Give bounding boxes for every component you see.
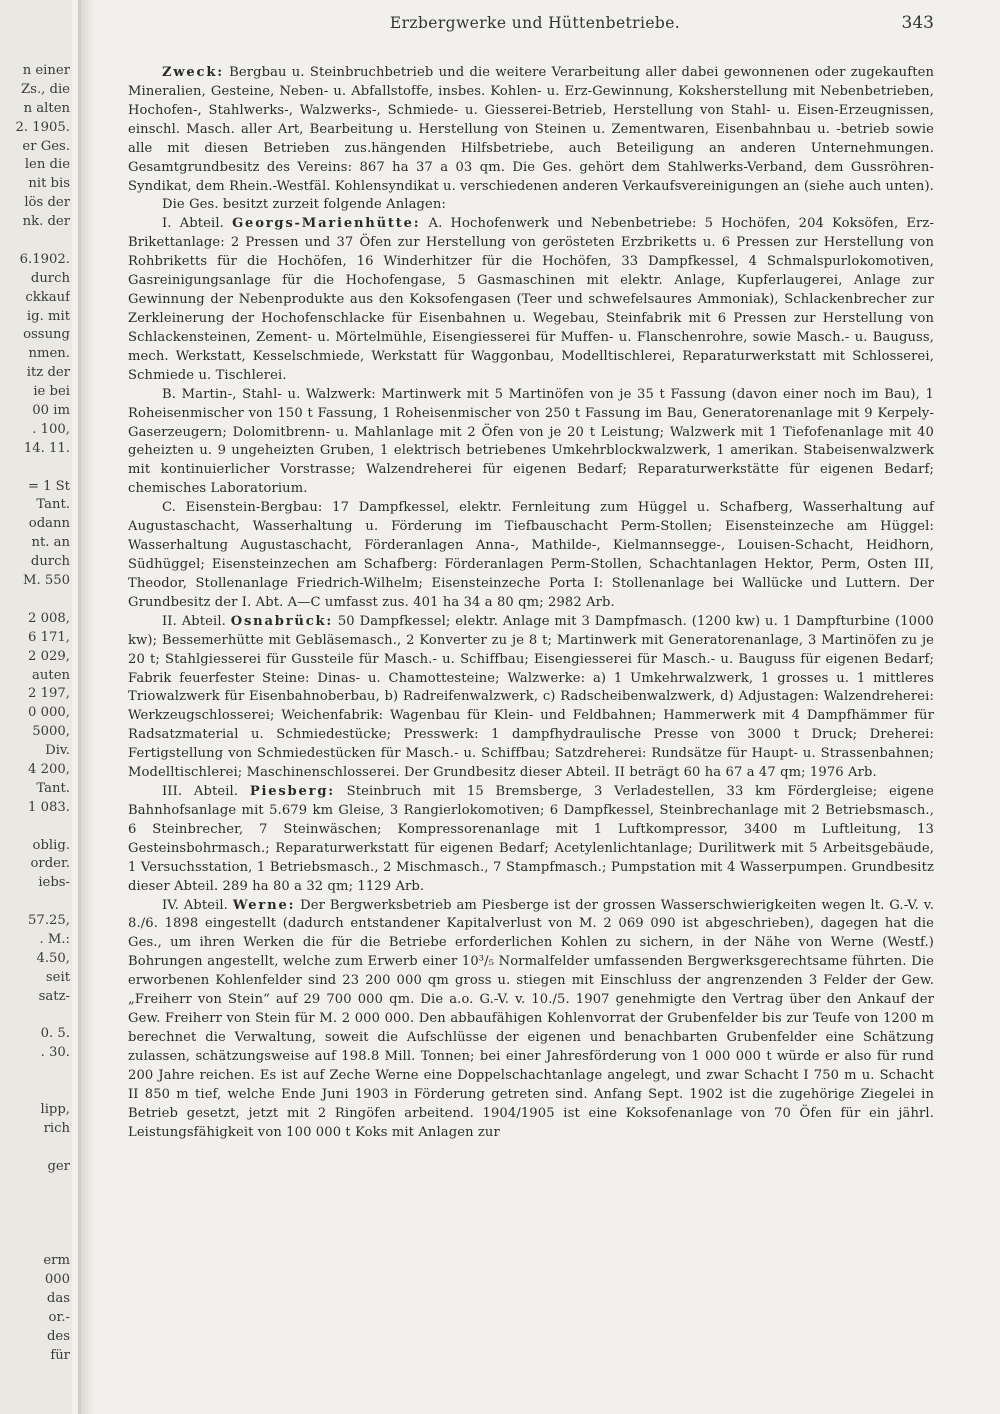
- adjacent-line: len die: [24, 157, 70, 173]
- adjacent-line: [0, 1082, 70, 1101]
- adjacent-page-text: [0, 62, 70, 1384]
- adjacent-line: . 30.: [40, 1045, 70, 1061]
- adjacent-line: das: [46, 1290, 70, 1306]
- abteil-1-name: Georgs-Marienhütte:: [232, 216, 421, 232]
- adjacent-line: er Ges.: [22, 138, 70, 154]
- adjacent-line: rich: [43, 1120, 70, 1136]
- page-number: 343: [901, 13, 934, 33]
- adjacent-line: 5000,: [32, 724, 70, 740]
- adjacent-line: Zs., die: [21, 81, 70, 97]
- paragraph-zweck: [128, 64, 934, 196]
- adjacent-line: 1 083.: [28, 799, 70, 815]
- adjacent-line: nit bis: [28, 176, 70, 192]
- adjacent-line: nk. der: [22, 214, 70, 230]
- adjacent-line: n einer: [22, 63, 70, 78]
- paragraph-abteil-4: [128, 897, 934, 1143]
- adjacent-line: [0, 459, 70, 478]
- adjacent-line: lös der: [24, 195, 70, 211]
- adjacent-line: für: [50, 1347, 70, 1363]
- adjacent-line: oblig.: [32, 837, 70, 853]
- adjacent-line: . M.:: [39, 931, 70, 947]
- abteil-4-prefix: IV. Abteil.: [162, 897, 233, 913]
- paragraph-abteil-2: [128, 613, 934, 783]
- adjacent-line: lipp,: [40, 1101, 70, 1117]
- abteil-1-prefix: I. Abteil.: [162, 216, 233, 232]
- paragraph-abteil-1: [128, 215, 934, 385]
- abteil-3-text: Steinbruch mit 15 Bremsberge, 3 Verladestellen, 33 km Fördergleise; eigene Bahnhofsanlage mit 5.679 km Gleise, 3 Rangierlokomotiven; 6 Dampfkessel, Steinbrechanlage mit 2 Betriebsmasch., 6 Steinbrecher, 7 Steinwäschen; Kompressorenanlage mit 1 Luftkompressor, 3400 m Luftleitung, 13 Gesteinsbohrmasch.; Reparaturwerkstatt für eigenen Bedarf; Acetylenlichtanlage; Durilitwerk mit 5 Arbeitsgebäude, 1 Versuchsstation, 1 Betriebsmasch., 2 Mischmasch., 7 Stampfmasch.; Pumpstation mit 4 Wasserpumpen. Grundbesitz dieser Abteil. 289 ha 80 a 32 qm; 1129 Arb.: [128, 784, 934, 894]
- adjacent-line: ig. mit: [26, 308, 70, 324]
- paragraph-abteil-1-c: C. Eisenstein-Bergbau: 17 Dampfkessel, elektr. Fernleitung zum Hüggel u. Schafberg, Wasserhaltung auf Augustaschacht, Wasserhaltung u. Förderung im Tiefbauschacht Perm-Stollen; Eisensteinzeche am Hüggel: Wasserhaltung Augustaschacht, Förderanlagen Anna-, Mathilde-, Kielmannsegge-, Louisen-Schacht, Heidhorn, Südhüggel; Eisensteinzechen am Schafberg: Förderanlagen Perm-Stollen, Schachtanlagen Hektor, Perm, Osten III, Theodor, Stollenanlage Friedrich-Wilhelm; Eisensteinzeche Porta I: Stollenanlage bei Wallücke und Luttern. Der Grundbesitz der I. Abt. A—C umfasst zus. 401 ha 34 a 80 qm; 2982 Arb.: [128, 500, 934, 610]
- adjacent-line: 6.1902.: [19, 251, 70, 267]
- fold-shadow: [81, 0, 95, 1414]
- adjacent-line: durch: [30, 554, 70, 570]
- adjacent-line: 00 im: [32, 403, 70, 419]
- adjacent-line: auten: [32, 667, 70, 683]
- adjacent-line: nt. an: [31, 535, 70, 551]
- adjacent-line: odann: [28, 516, 70, 532]
- adjacent-line: [0, 1139, 70, 1158]
- abteil-4-name: Werne:: [232, 897, 296, 913]
- adjacent-line: durch: [30, 270, 70, 286]
- adjacent-line: erm: [43, 1253, 70, 1269]
- adjacent-line: 0 000,: [28, 705, 70, 721]
- adjacent-line: [0, 1233, 70, 1252]
- running-title: Erzbergwerke und Hüttenbetriebe.: [389, 14, 681, 32]
- adjacent-line: [0, 232, 70, 251]
- adjacent-line: 2 008,: [28, 610, 70, 626]
- adjacent-line: 0. 5.: [40, 1026, 70, 1042]
- adjacent-line: [0, 1063, 70, 1082]
- adjacent-line: Tant.: [36, 497, 70, 513]
- main-text: [128, 64, 934, 1143]
- abteil-3-name: Piesberg:: [249, 784, 335, 800]
- adjacent-line: [0, 1007, 70, 1026]
- adjacent-line: [0, 818, 70, 837]
- adjacent-line: 2 029,: [28, 648, 70, 664]
- abteil-2-prefix: II. Abteil.: [162, 613, 231, 629]
- abteil-2-name: Osnabrück:: [230, 613, 334, 629]
- adjacent-line: Div.: [45, 743, 70, 759]
- adjacent-line: ossung: [23, 327, 70, 343]
- adjacent-line: nmen.: [28, 346, 70, 362]
- adjacent-line: 6 171,: [28, 629, 70, 645]
- abteil-4-text: Der Bergwerksbetrieb am Piesberge ist der grossen Wasserschwierigkeiten wegen lt. G.-V. v. 8./6. 1898 eingestellt (dadurch entstandener Kapitalverlust von M. 2 069 090 ist abgeschrieben), dagegen hat die Ges., um ihren Werken die für die Betriebe erforderlichen Kohlen zu sichern, in der Nähe von Werne (Westf.) Bohrungen angestellt, welche zum Erwerb einer 10³/₅ Normalfelder umfassenden Bergwerksgerechtsame führten. Die erworbenen Kohlenfelder sind 23 200 000 qm gross u. stiegen mit Einschluss der angrenzenden 3 Felder der Gew. „Freiherr von Stein“ auf 29 700 000 qm. Die a.o. G.-V. v. 10./5. 1907 genehmigte den Vertrag über den Ankauf der Gew. Freiherr von Stein für M. 2 000 000. Den abbaufähigen Kohlenvorrat der Grubenfelder bis zur Teufe von 1200 m berechnet die Verwaltung, soweit die Aufschlüsse der eigenen und benachbarten Grubenfelder eine Schätzung zulassen, schätzungsweise auf 198.8 Mill. Tonnen; bei einer Jahresförderung von 1 000 000 t würde er also für rund 200 Jahre reichen. Es ist auf Zeche Werne eine Doppelschachtanlage angelegt, und zwar Schacht I 750 m u. Schacht II 850 m tief, welche Ende Juni 1903 in Förderung getreten sind. Anfang Sept. 1902 ist die zugehörige Ziegelei in Betrieb gesetzt, jetzt mit 2 Ringöfen arbeitend. 1904/1905 ist eine Koksofenanlage von 70 Öfen für ein jährl. Leistungsfähigkeit von 100 000 t Koks mit Anlagen zur: [128, 897, 934, 1140]
- adjacent-line: [0, 1195, 70, 1214]
- adjacent-line: 000: [44, 1272, 70, 1287]
- adjacent-line: [0, 1214, 70, 1233]
- abteil-1-text: A. Hochofenwerk und Nebenbetriebe: 5 Hochöfen, 204 Koksöfen, Erz-Brikettanlage: 2 Pressen und 37 Öfen zur Herstellung von gerösteten Erzbriketts u. 6 Pressen zur Herstellung von Rohbriketts für die Hochöfen, 16 Winderhitzer für die Hochöfen, 33 Dampfkessel, 4 Schmalspurlokomotiven, Gasreinigungsanlage für die Hochofengase, 5 Gasmaschinen mit elektr. Anlage, Kupferlaugerei, Anlage zur Gewinnung der Nebenprodukte aus den Koksofengasen (Teer und schwefelsaures Ammoniak), Schlackenbrecher zur Zerkleinerung der Hochofenschlacke für Eisenbahnen u. Wegebau, Steinfabrik mit 6 Pressen zur Herstellung von Schlackensteinen, Zement- u. Mörtelmühle, Eisengiesserei für Muffen- u. Flanschenrohre, sowie Masch.- u. Bauguss, mech. Werkstatt, Kesselschmiede, Werkstatt für Waggonbau, Modelltischlerei, Reparaturwerkstatt mit Schlosserei, Schmiede u. Tischlerei.: [128, 216, 934, 383]
- adjacent-line: [0, 1177, 70, 1196]
- adjacent-line: order.: [30, 856, 70, 872]
- adjacent-line: seit: [45, 969, 70, 985]
- adjacent-line: 14. 11.: [23, 440, 70, 456]
- adjacent-line: Tant.: [36, 780, 70, 796]
- paragraph-anlagen-intro: Die Ges. besitzt zurzeit folgende Anlagen:: [162, 197, 446, 213]
- zweck-label: Zweck:: [162, 65, 224, 80]
- adjacent-line: M. 550: [22, 573, 70, 589]
- adjacent-line: 4.50,: [36, 950, 70, 966]
- adjacent-line: satz-: [38, 988, 70, 1004]
- adjacent-line: n alten: [23, 100, 70, 116]
- abteil-3-prefix: III. Abteil.: [162, 784, 250, 800]
- paragraph-abteil-1-b: B. Martin-, Stahl- u. Walzwerk: Martinwerk mit 5 Martinöfen von je 35 t Fassung (davon einer noch im Bau), 1 Roheisenmischer von 150 t Fassung, 1 Roheisenmischer von 250 t Fassung im Bau, Generatorenanlage mit 9 Kerpely-Gaserzeugern; Dolomitbrenn- u. Mahlanlage mit 2 Öfen von je 20 t Leistung; Walzwerk mit 1 Tiefofenanlage mit 40 geheizten u. 9 ungeheizten Gruben, 1 elektrisch betriebenes Umkehrblockwalzwerk, 1 amerikan. Stabeisenwalzwerk mit kontinuierlicher Vorstrasse; Walzendreherei für eigenen Bedarf; Reparaturwerkstätte für eigenen Bedarf; chemisches Laboratorium.: [128, 386, 934, 497]
- adjacent-line: [0, 893, 70, 912]
- adjacent-line: ie bei: [33, 384, 70, 400]
- adjacent-line: 2. 1905.: [15, 119, 70, 135]
- page-header: [130, 14, 940, 38]
- adjacent-line: [0, 1365, 70, 1384]
- adjacent-line: ger: [47, 1158, 70, 1174]
- adjacent-line: 57.25,: [28, 913, 70, 929]
- paragraph-abteil-3: [128, 783, 934, 897]
- adjacent-line: itz der: [26, 365, 70, 381]
- adjacent-line: ckkauf: [25, 289, 70, 305]
- zweck-text: Bergbau u. Steinbruchbetrieb und die weitere Verarbeitung aller dabei gewonnenen oder zugekauften Mineralien, Gesteine, Neben- u. Abfallstoffe, insbes. Kohlen- u. Erz-Gewinnung, Koksherstellung mit Nebenbetrieben, Hochofen-, Stahlwerks-, Walzwerks-, Schmiede- u. Giesserei-Betrieb, Herstellung von Stahl- u. Eisen-Erzeugnissen, einschl. Masch. aller Art, Bearbeitung u. Herstellung von Steinen u. Zementwaren, Eisenbahnbau u. -betrieb sowie alle mit diesen Betrieben zus.hängenden Hilfsbetriebe, auch Beteiligung an anderen Unternehmungen. Gesamtgrundbesitz des Vereins: 867 ha 37 a 03 qm. Die Ges. gehört dem Stahlwerks-Verband, dem Gussröhren-Syndikat, dem Rhein.-Westfäl. Kohlensyndikat u. verschiedenen anderen Verkaufsvereinigungen an (siehe auch unten).: [128, 65, 934, 194]
- adjacent-line: iebs-: [38, 875, 70, 891]
- adjacent-line: 4 200,: [28, 761, 70, 777]
- adjacent-line: [0, 591, 70, 610]
- abteil-2-text: 50 Dampfkessel; elektr. Anlage mit 3 Dampfmasch. (1200 kw) u. 1 Dampfturbine (1000 kw); Bessemerhütte mit Gebläsemasch., 2 Konverter zu je 8 t; Martinwerk mit Generatorenanlage, 3 Martinöfen zu je 20 t; Stahlgiesserei für Gussteile für Masch.- u. Schiffbau; Eisengiesserei für Masch.- u. Bauguss für eigenen Bedarf; Fabrik feuerfester Steine: Dinas- u. Chamottesteine; Walzwerke: a) 1 Umkehrwalzwerk, 1 grosses u. 1 mittleres Triowalzwerk für Eisenbahnoberbau, b) Radreifenwalzwerk, c) Radscheibenwalzwerk, d) Adjustagen: Walzendreherei: Werkzeugschlosserei; Weichenfabrik: Wagenbau für Klein- und Feldbahnen; Hammerwerk mit 4 Dampfhämmer für Radsatzmaterial u. Schmiedestücke; Presswerk: 1 dampfhydraulische Presse von 3000 t Druck; Dreherei: Fertigstellung von Schmiedestücken für Masch.- u. Schiffbau; Satzdreherei: Rundsätze für Haupt- u. Strassenbahnen; Modelltischlerei; Maschinenschlosserei. Der Grundbesitz dieser Abteil. II beträgt 60 ha 67 a 47 qm; 1976 Arb.: [128, 613, 934, 781]
- adjacent-line: . 100,: [32, 421, 70, 437]
- adjacent-line: des: [46, 1328, 70, 1344]
- adjacent-line: = 1 St: [27, 478, 70, 494]
- adjacent-line: or.-: [48, 1309, 70, 1325]
- adjacent-line: 2 197,: [28, 686, 70, 702]
